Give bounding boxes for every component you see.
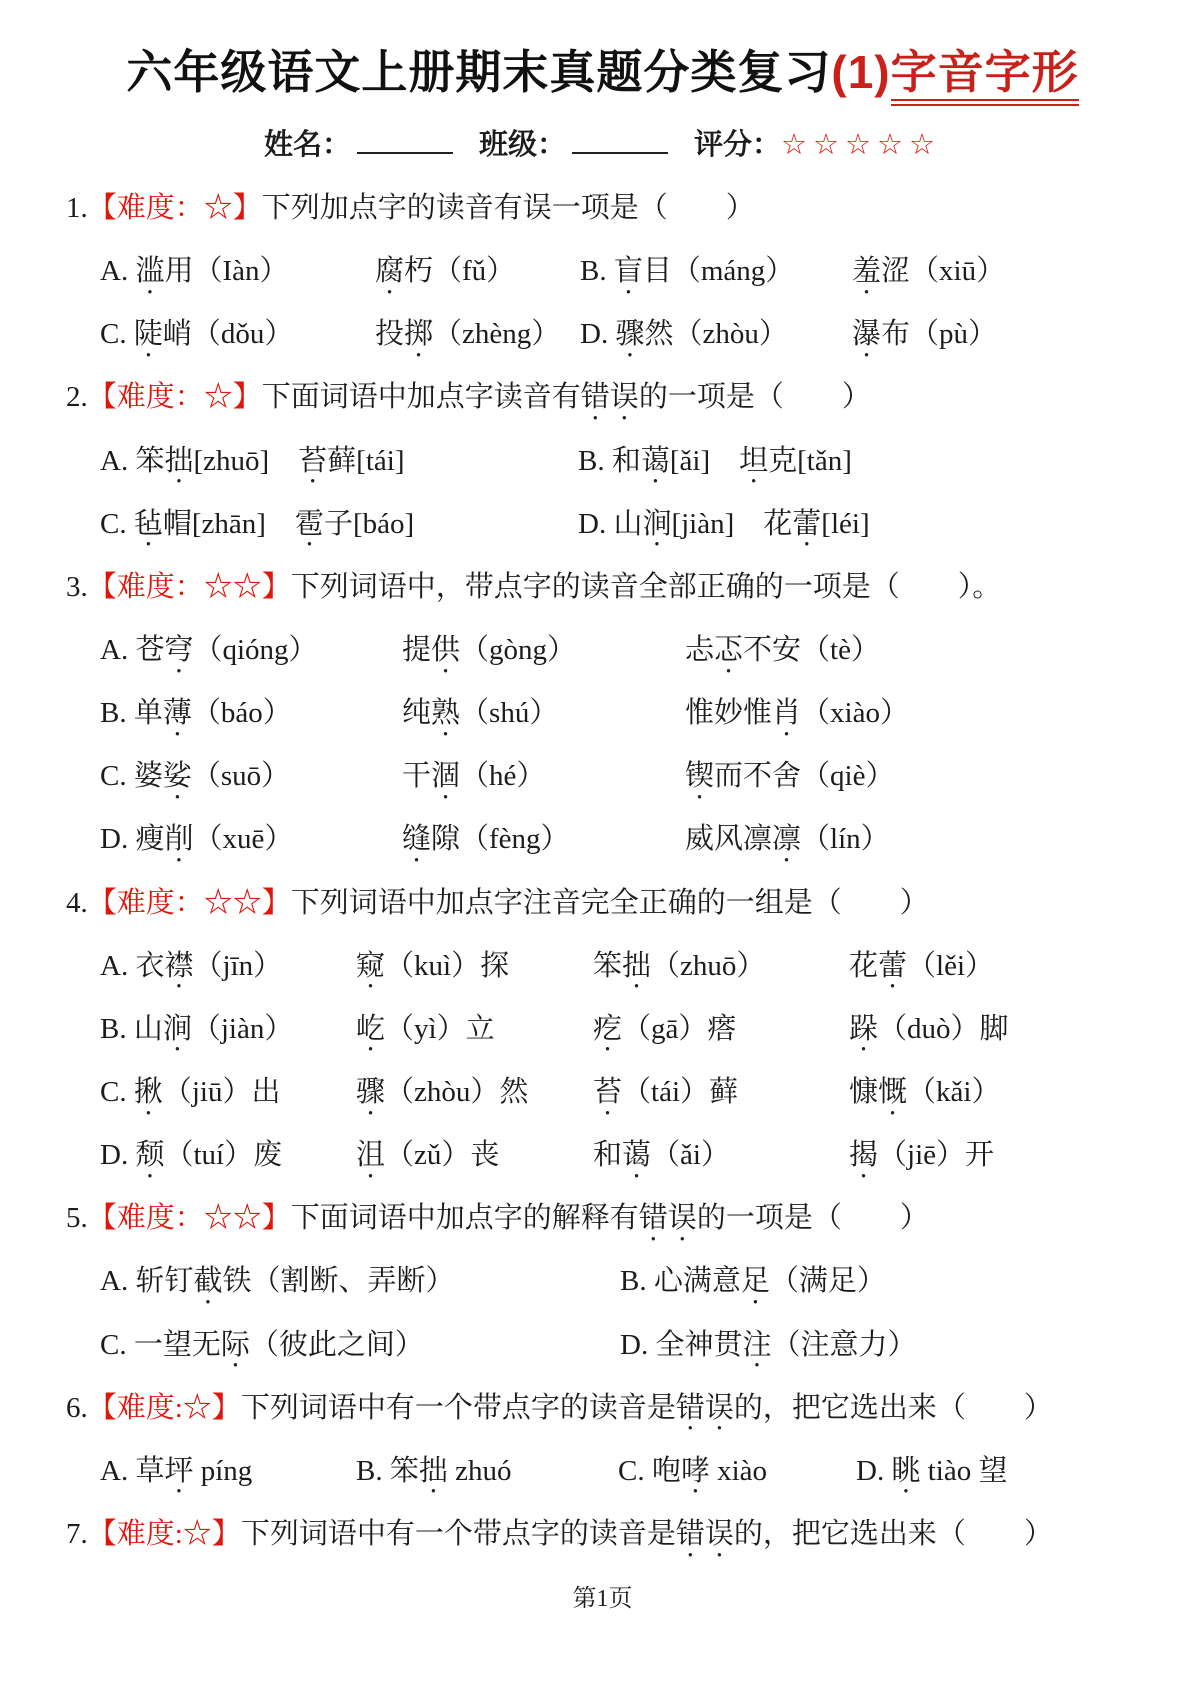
question-7 [66, 1515, 1139, 1554]
option-c3: 苔（tái）藓 [593, 1075, 739, 1108]
option-b3: 惟妙惟肖（xiào） [685, 697, 909, 730]
option-d: D. 颓（tuí）废 [100, 1139, 283, 1172]
question-number: 6. [66, 1391, 88, 1424]
option-b: B. 心满意足（满足） [620, 1265, 886, 1298]
option-row [66, 1452, 1139, 1491]
option-a2: 提供（gòng） [402, 633, 577, 666]
option-b: B. 和蔼[ǎi] 坦克[tǎn] [578, 444, 852, 477]
title-topic: 字音字形 [891, 46, 1079, 106]
question-number: 4. [66, 886, 88, 919]
option-a: A. 衣襟（jīn） [100, 949, 283, 982]
question-2 [66, 378, 1139, 543]
option-row [66, 315, 1139, 354]
question-stem [66, 884, 1139, 923]
header-fields [66, 122, 1139, 163]
difficulty-badge: 【难度：☆☆】 [87, 570, 291, 603]
difficulty-badge: 【难度：☆☆】 [87, 1202, 291, 1235]
difficulty-badge: 【难度：☆☆】 [87, 886, 291, 919]
option-c: C. 咆哮 xiào [618, 1454, 768, 1487]
page-title [66, 36, 1139, 102]
option-b3: 疙（gā）瘩 [593, 1012, 737, 1045]
score-label: 评分： [694, 129, 782, 161]
option-row [66, 1073, 1139, 1112]
question-number: 1. [66, 192, 88, 224]
option-c2: 投掷（zhèng） [375, 318, 561, 351]
option-d2: 瀑布（pù） [852, 318, 998, 351]
question-number: 5. [66, 1202, 88, 1235]
question-number: 7. [66, 1517, 88, 1550]
question-stem [66, 568, 1139, 607]
option-d: D. 全神贯注（注意力） [620, 1328, 917, 1361]
option-c: C. 陡峭（dǒu） [100, 318, 294, 351]
option-b2: 羞涩（xiū） [852, 255, 1006, 288]
question-6 [66, 1389, 1139, 1491]
question-5 [66, 1199, 1139, 1364]
option-b: B. 山涧（jiàn） [100, 1012, 294, 1045]
question-stem [66, 378, 1139, 417]
option-c: C. 毡帽[zhān] 雹子[báo] [100, 507, 415, 540]
question-number: 2. [66, 381, 88, 414]
option-d3: 和蔼（ǎi） [593, 1139, 730, 1172]
question-1 [66, 189, 1139, 354]
score-stars: ☆☆☆☆☆ [781, 127, 942, 161]
option-d: D. 骤然（zhòu） [580, 318, 788, 351]
option-row [66, 252, 1139, 291]
option-c: C. 婆娑（suō） [100, 760, 291, 793]
option-b2: 屹（yì）立 [356, 1012, 495, 1045]
option-c3: 锲而不舍（qiè） [685, 760, 895, 793]
option-b: B. 单薄（báo） [100, 697, 292, 730]
name-blank [357, 125, 453, 154]
option-a: A. 斩钉截铁（割断、弄断） [100, 1265, 455, 1298]
option-row [66, 1136, 1139, 1175]
stem-text: 下列加点字的读音有误一项是（ ） [261, 192, 755, 224]
option-c2: 骤（zhòu）然 [356, 1075, 529, 1108]
option-a: A. 草坪 píng [100, 1454, 253, 1487]
option-a: A. 苍穹（qióng） [100, 633, 318, 666]
option-c4: 慷慨（kǎi） [849, 1075, 1001, 1108]
option-row [66, 694, 1139, 733]
option-row [66, 1010, 1139, 1049]
title-number: (1) [831, 46, 891, 98]
option-c: C. 揪（jiū）出 [100, 1075, 281, 1108]
name-label: 姓名： [263, 129, 351, 161]
option-b4: 跺（duò）脚 [849, 1012, 1009, 1045]
option-a3: 笨拙（zhuō） [593, 949, 766, 982]
question-stem [66, 1199, 1139, 1238]
option-row [66, 505, 1139, 544]
option-a2: 窥（kuì）探 [356, 949, 510, 982]
title-main: 六年级语文上册期末真题分类复习 [126, 46, 832, 98]
option-c2: 干涸（hé） [402, 760, 546, 793]
option-a: A. 滥用（Iàn） [100, 255, 289, 288]
option-d3: 威风凛凛（lín） [685, 823, 890, 856]
option-row [66, 820, 1139, 859]
option-a4: 花蕾（lěi） [849, 949, 995, 982]
question-stem [66, 1389, 1139, 1428]
stem-text: 下列词语中有一个带点字的读音是错误的，把它选出来（ ） [240, 1517, 1053, 1550]
option-row [66, 442, 1139, 481]
page-number: 第1页 [572, 1586, 633, 1613]
question-number: 3. [66, 570, 88, 603]
difficulty-badge: 【难度：☆】 [87, 381, 262, 414]
question-3 [66, 568, 1139, 860]
option-a3: 忐忑不安（tè） [685, 633, 880, 666]
option-d: D. 山涧[jiàn] 花蕾[léi] [578, 507, 870, 540]
option-d: D. 瘦削（xuē） [100, 823, 294, 856]
option-c: C. 一望无际（彼此之间） [100, 1328, 424, 1361]
option-a2: 腐朽（fǔ） [375, 255, 516, 288]
difficulty-badge: 【难度:☆】 [87, 1391, 241, 1424]
question-stem [66, 1515, 1139, 1554]
option-d: D. 眺 tiào 望 [856, 1454, 1008, 1487]
difficulty-badge: 【难度:☆】 [87, 1517, 241, 1550]
option-d2: 沮（zǔ）丧 [356, 1139, 500, 1172]
option-d2: 缝隙（fèng） [402, 823, 570, 856]
class-label: 班级： [478, 129, 566, 161]
option-b: B. 笨拙 zhuó [356, 1454, 512, 1487]
stem-text: 下面词语中加点字读音有错误的一项是（ ） [261, 381, 871, 414]
stem-text: 下列词语中有一个带点字的读音是错误的，把它选出来（ ） [240, 1391, 1053, 1424]
option-row [66, 1262, 1139, 1301]
option-d4: 揭（jiē）开 [849, 1139, 995, 1172]
option-a: A. 笨拙[zhuō] 苔藓[tái] [100, 444, 405, 477]
class-blank [572, 125, 668, 154]
option-b: B. 盲目（máng） [580, 255, 795, 288]
question-4 [66, 884, 1139, 1176]
option-row [66, 947, 1139, 986]
difficulty-badge: 【难度：☆】 [87, 192, 262, 224]
stem-text: 下列词语中，带点字的读音全部正确的一项是（ ）。 [290, 570, 1002, 603]
question-stem [66, 189, 1139, 228]
option-row [66, 757, 1139, 796]
stem-text: 下列词语中加点字注音完全正确的一组是（ ） [290, 886, 929, 919]
option-row [66, 1326, 1139, 1365]
stem-text: 下面词语中加点字的解释有错误的一项是（ ） [290, 1202, 929, 1235]
option-b2: 纯熟（shú） [402, 697, 559, 730]
option-row [66, 631, 1139, 670]
